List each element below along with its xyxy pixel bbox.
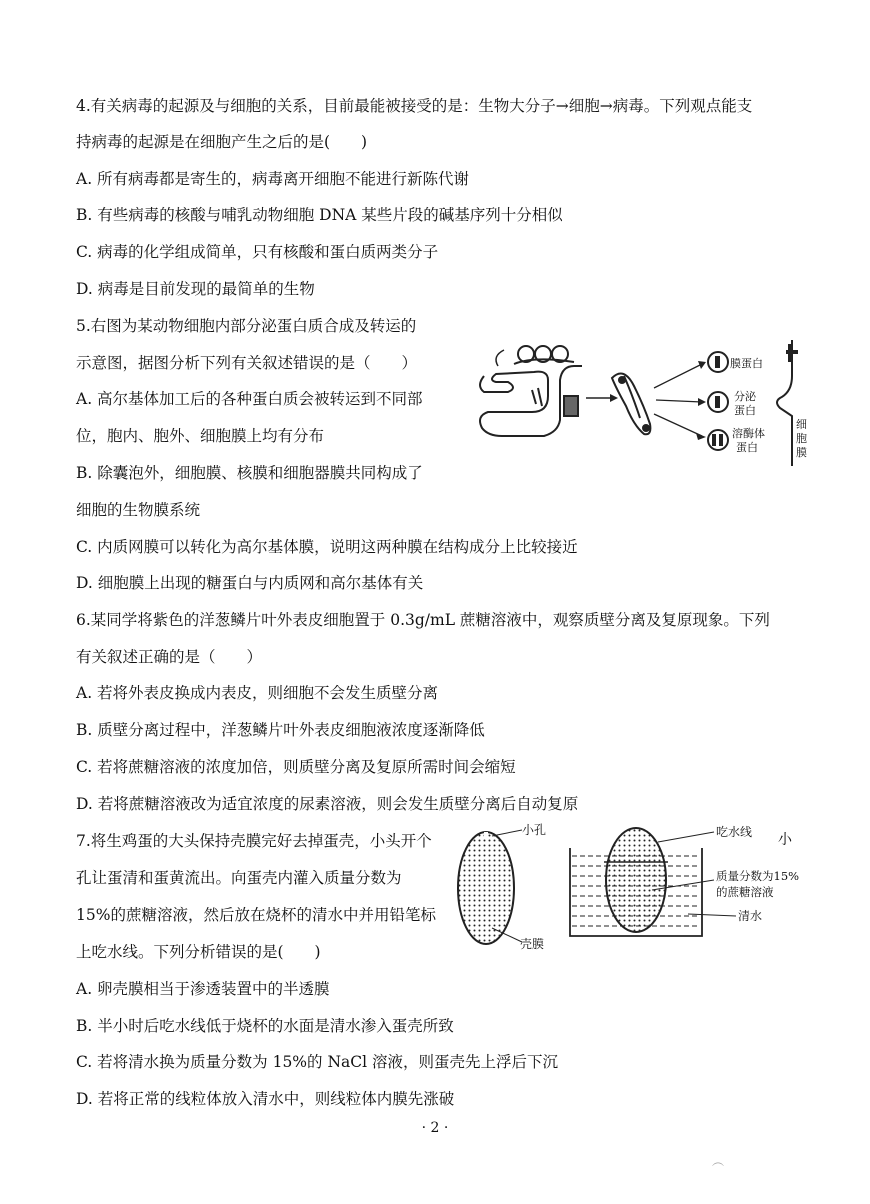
q7-option-d: D. 若将正常的线粒体放入清水中，则线粒体内膜先涨破 (76, 1090, 455, 1108)
q5-option-b-line2: 细胞的生物膜系统 (76, 501, 201, 519)
q7-stem-line1: 7.将生鸡蛋的大头保持壳膜完好去掉蛋壳，小头开个 (76, 832, 432, 850)
corner-mark: ︵ (712, 1154, 725, 1168)
q4-stem-line2: 持病毒的起源是在细胞产生之后的是( ) (76, 133, 368, 151)
q7-stem-line2: 孔让蛋清和蛋黄流出。向蛋壳内灌入质量分数为 (76, 869, 402, 887)
golgi-apparatus (612, 374, 650, 435)
ribosome-cluster (514, 346, 574, 364)
leader-waterline (658, 832, 714, 842)
label-small: 小 (778, 832, 792, 848)
arrow-to-lysosome-protein (654, 414, 702, 436)
label-secretory-2: 蛋白 (734, 404, 756, 417)
q4-option-d: D. 病毒是目前发现的最简单的生物 (76, 280, 315, 298)
q5-stem-line1: 5.右图为某动物细胞内部分泌蛋白质合成及转运的 (76, 317, 417, 335)
label-solution-line2: 的蔗糖溶液 (716, 885, 774, 899)
q5-option-c: C. 内质网膜可以转化为高尔基体膜，说明这两种膜在结构成分上比较接近 (76, 538, 578, 556)
q4-stem-line1: 4.有关病毒的起源及与细胞的关系，目前最能被接受的是：生物大分子→细胞→病毒。下列观点能支 (76, 97, 753, 115)
q6-stem-line2: 有关叙述正确的是（ ） (76, 648, 263, 666)
egg-left (458, 832, 514, 944)
label-secretory-1: 分泌 (734, 390, 756, 403)
q4-option-a: A. 所有病毒都是寄生的，病毒离开细胞不能进行新陈代谢 (76, 170, 470, 188)
label-lysosome-2: 蛋白 (736, 441, 758, 454)
q5-option-a-line1: A. 高尔基体加工后的各种蛋白质会被转运到不同部 (76, 390, 423, 408)
label-solution-line1: 质量分数为15% (716, 869, 800, 883)
label-shell-membrane: 壳膜 (520, 937, 545, 951)
q6-option-c: C. 若将蔗糖溶液的浓度加倍，则质壁分离及复原所需时间会缩短 (76, 758, 516, 776)
label-cell-membrane-1: 细 (796, 418, 807, 431)
egg-osmosis-diagram (452, 818, 824, 956)
leader-hole (492, 830, 522, 836)
label-cell-membrane-3: 膜 (796, 446, 807, 459)
q7-option-b: B. 半小时后吃水线低于烧杯的水面是清水渗入蛋壳所致 (76, 1017, 454, 1035)
arrow-to-secretory-protein (656, 400, 702, 402)
label-hole: 小孔 (522, 823, 547, 837)
label-water: 清水 (738, 909, 763, 923)
label-waterline: 吃水线 (716, 825, 753, 839)
label-cell-membrane-2: 胞 (796, 432, 807, 445)
label-lysosome-1: 溶酶体 (732, 427, 765, 440)
q6-option-a: A. 若将外表皮换成内表皮，则细胞不会发生质壁分离 (76, 684, 439, 702)
q5-option-b-line1: B. 除囊泡外，细胞膜、核膜和细胞器膜共同构成了 (76, 464, 423, 482)
q5-option-a-line2: 位，胞内、胞外、细胞膜上均有分布 (76, 427, 325, 445)
q5-stem-line2: 示意图，据图分析下列有关叙述错误的是（ ） (76, 354, 418, 372)
q7-stem-line3: 15%的蔗糖溶液，然后放在烧杯的清水中并用铅笔标 (76, 906, 436, 924)
vesicle-lysosome-protein (708, 430, 728, 450)
label-membrane-protein: 膜蛋白 (730, 357, 763, 370)
q6-stem-line1: 6.某同学将紫色的洋葱鳞片叶外表皮细胞置于 0.3g/mL 蔗糖溶液中，观察质壁分离及复原现象。下列 (76, 611, 770, 629)
q7-option-c: C. 若将清水换为质量分数为 15%的 NaCl 溶液，则蛋壳先上浮后下沉 (76, 1053, 559, 1071)
q4-option-b: B. 有些病毒的核酸与哺乳动物细胞 DNA 某些片段的碱基序列十分相似 (76, 206, 563, 224)
q5-option-d: D. 细胞膜上出现的糖蛋白与内质网和高尔基体有关 (76, 574, 424, 592)
q7-stem-line4: 上吃水线。下列分析错误的是( ) (76, 943, 321, 961)
q4-option-c: C. 病毒的化学组成简单，只有核酸和蛋白质两类分子 (76, 243, 439, 261)
q7-option-a: A. 卵壳膜相当于渗透装置中的半透膜 (76, 980, 330, 998)
page-number: · 2 · (421, 1120, 449, 1136)
q6-option-b: B. 质壁分离过程中，洋葱鳞片叶外表皮细胞液浓度逐渐降低 (76, 721, 485, 739)
egg-in-beaker (606, 828, 666, 932)
q6-option-d: D. 若将蔗糖溶液改为适宜浓度的尿素溶液，则会发生质壁分离后自动复原 (76, 795, 579, 813)
protein-transport-diagram (474, 336, 820, 470)
arrow-to-membrane-protein (654, 364, 702, 388)
